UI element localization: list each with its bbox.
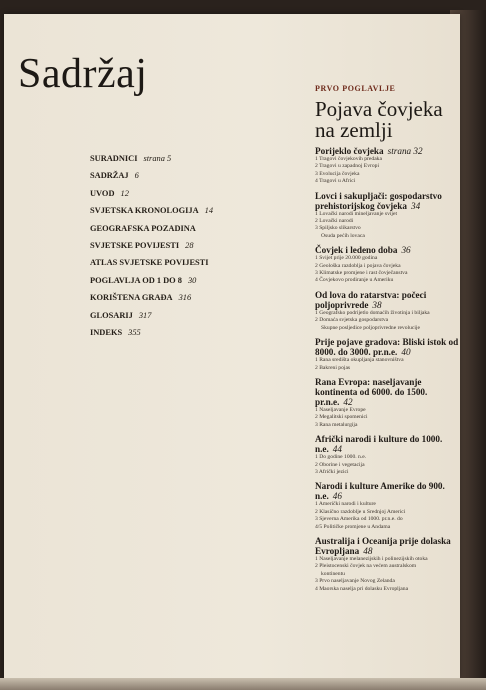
section-item: 2 Lovački narodi — [315, 218, 354, 225]
index-entry-label: SURADNICI — [90, 154, 138, 163]
chapter-title-line1: Pojava čovjeka — [315, 97, 443, 121]
index-entry-label: KORIŠTENA GRAĐA — [90, 293, 173, 303]
index-entry-page: 316 — [178, 293, 192, 303]
index-entry-page: 12 — [120, 188, 129, 198]
section-heading — [315, 536, 461, 556]
section-title: Od lova do ratarstva: počeci poljoprivrede — [315, 289, 427, 310]
section-page: 42 — [343, 396, 353, 407]
section-heading — [315, 191, 461, 211]
index-entry-label: SVJETSKE POVIJESTI — [90, 240, 180, 250]
section-item: 2 Tragovi u zapadnoj Evropi — [315, 163, 380, 170]
section-title: Lovci i sakupljači: gospodarstvo prehistorijskog čovjeka — [315, 190, 442, 211]
section-heading — [315, 245, 461, 255]
index-entry — [90, 171, 215, 180]
section-item: 4 Tragovi u Africi — [315, 178, 356, 185]
index-entry-label: SVJETSKA KRONOLOGIJA — [90, 206, 199, 216]
index-entry-page: 28 — [185, 240, 194, 250]
section-item: 1 Do godine 1000. n.e. — [315, 454, 367, 461]
section-page: 34 — [410, 200, 421, 211]
section-list — [315, 146, 461, 593]
index-entry-label: GEOGRAFSKA POZADINA — [90, 223, 196, 233]
index-entry — [90, 293, 215, 302]
section-item: 2 Domaća svjetska gospodarstva — [315, 317, 389, 324]
section-heading — [315, 434, 461, 454]
section-item: kontinentu — [321, 570, 345, 577]
index-entry-label: ATLAS SVJETSKE POVIJESTI — [90, 258, 209, 268]
section-page: 40 — [401, 347, 411, 358]
section-heading — [315, 377, 461, 407]
index-entry — [90, 311, 215, 320]
section-item: 1 Svijet prije 20.000 godina — [315, 255, 378, 262]
book-page — [4, 14, 460, 678]
section-title: Australija i Oceanija prije dolaska Evropljana — [315, 535, 451, 556]
section-heading — [315, 337, 461, 357]
section-item: 2 Pleistocenski čovjek na većem australskom — [315, 563, 417, 570]
section — [315, 434, 461, 476]
section-item: 2 Megalitski spomenici — [315, 414, 368, 421]
index-entry — [90, 224, 215, 233]
section-item: 3 Prvo naseljavanje Novog Zelanda — [315, 578, 395, 585]
section-item: 1 Naseljavanje melanezijskih i polinezijskih otoka — [315, 555, 428, 562]
index-entry-page: 30 — [187, 275, 197, 285]
index-entry — [90, 189, 215, 198]
section-page: strana 32 — [387, 146, 423, 156]
section-item: 1 Tragovi čovjekovih predaka — [315, 156, 382, 162]
section-item: 2 Klasično razdoblje u Srednjoj Americi — [315, 508, 406, 515]
index-entry-page: strana 5 — [143, 154, 172, 163]
section-page: 44 — [332, 444, 342, 455]
index-entry-label: SADRŽAJ — [90, 171, 129, 181]
section-title: Narodi i kulture Amerike do 900. n.e. — [315, 481, 445, 502]
section-item: 1 Naseljavanje Evrope — [315, 406, 366, 413]
section — [315, 337, 461, 372]
chapter-label: PRVO POGLAVLJE — [315, 84, 396, 93]
section-item: 2 Oborine i vegetacija — [315, 461, 365, 468]
left-index — [90, 154, 215, 345]
page-title: Sadržaj — [18, 51, 148, 97]
page-edge — [0, 678, 486, 690]
section-title: Rana Evropa: naseljavanje kontinenta od 6000. do 1500. pr.n.e. — [315, 376, 428, 407]
section-title: Afrički narodi i kulture do 1000. n.e. — [315, 434, 443, 455]
index-entry-label: POGLAVLJA OD 1 DO 8 — [90, 275, 182, 285]
index-entry — [90, 258, 215, 267]
section-title: Čovjek i ledeno doba — [315, 245, 398, 256]
section-item: 3 Afrički jezici — [315, 468, 349, 475]
index-entry — [90, 328, 215, 337]
section-item: 4 Maorska naselja pri dolasku Evropljana — [315, 585, 409, 592]
section-item: 1 Američki narodi i kulture — [315, 501, 376, 508]
index-entry-page: 317 — [138, 310, 152, 320]
index-entry — [90, 206, 215, 215]
section-item: Skupne posljedice poljoprivredne revolucije — [321, 324, 420, 331]
index-entry-label: UVOD — [90, 188, 115, 198]
index-entry-label: INDEKS — [90, 327, 123, 337]
section-title: Prije pojave gradova: Bliski istok od 8000. do 3000. pr.n.e. — [315, 337, 459, 358]
section-heading — [315, 146, 461, 156]
index-entry-page: 14 — [204, 206, 214, 216]
section-item: 1 Geografsko podrijetlo domaćih životinja i biljaka — [315, 309, 430, 316]
section — [315, 481, 461, 531]
index-entry — [90, 276, 215, 285]
section-item: Osuda pećih lovaca — [321, 232, 365, 239]
section — [315, 290, 461, 332]
chapter-title-line2: na zemlji — [315, 118, 393, 142]
index-entry — [90, 241, 215, 250]
section-item: 2 Geološka razdoblja i pojava čovjeka — [315, 262, 401, 269]
section-item: 3 Rana metalurgija — [315, 421, 358, 428]
index-entry-page: 6 — [134, 171, 139, 181]
index-entry-page: 355 — [128, 327, 141, 337]
index-entry-label: GLOSARIJ — [90, 310, 133, 320]
section-item: 1 Rana središta okupljanja stanovništva — [315, 357, 404, 364]
section-page: 36 — [401, 245, 411, 256]
section-item: 4/5 Političke promjene u Andama — [315, 523, 391, 530]
section-page: 48 — [363, 545, 373, 556]
section-item: 3 Sjeverna Amerika od 1000. pr.n.e. do — [315, 516, 403, 523]
section-item: 1 Lovački narodi mineljavanje svijet — [315, 210, 398, 217]
section-heading — [315, 481, 461, 501]
section-item: 4 Čovjekovo prodiranje u Ameriku — [315, 277, 394, 284]
section-item: 3 Spiljsko slikarstvo — [315, 225, 361, 232]
section — [315, 191, 461, 241]
section-page: 38 — [372, 299, 382, 310]
section — [315, 536, 461, 593]
section — [315, 146, 461, 186]
section-item: 3 Klimatske promjene i rast čovječanstva — [315, 270, 408, 277]
chapter-column — [315, 84, 461, 593]
section-page: 46 — [332, 491, 342, 502]
chapter-title — [315, 99, 461, 141]
index-entry — [90, 154, 215, 163]
section-title: Porijeklo čovjeka — [315, 146, 384, 156]
section-heading — [315, 290, 461, 310]
section-item: 2 Bakreni pojas — [315, 364, 351, 371]
section — [315, 245, 461, 285]
section — [315, 377, 461, 429]
section-item: 3 Evolucija čovjeka — [315, 170, 360, 177]
